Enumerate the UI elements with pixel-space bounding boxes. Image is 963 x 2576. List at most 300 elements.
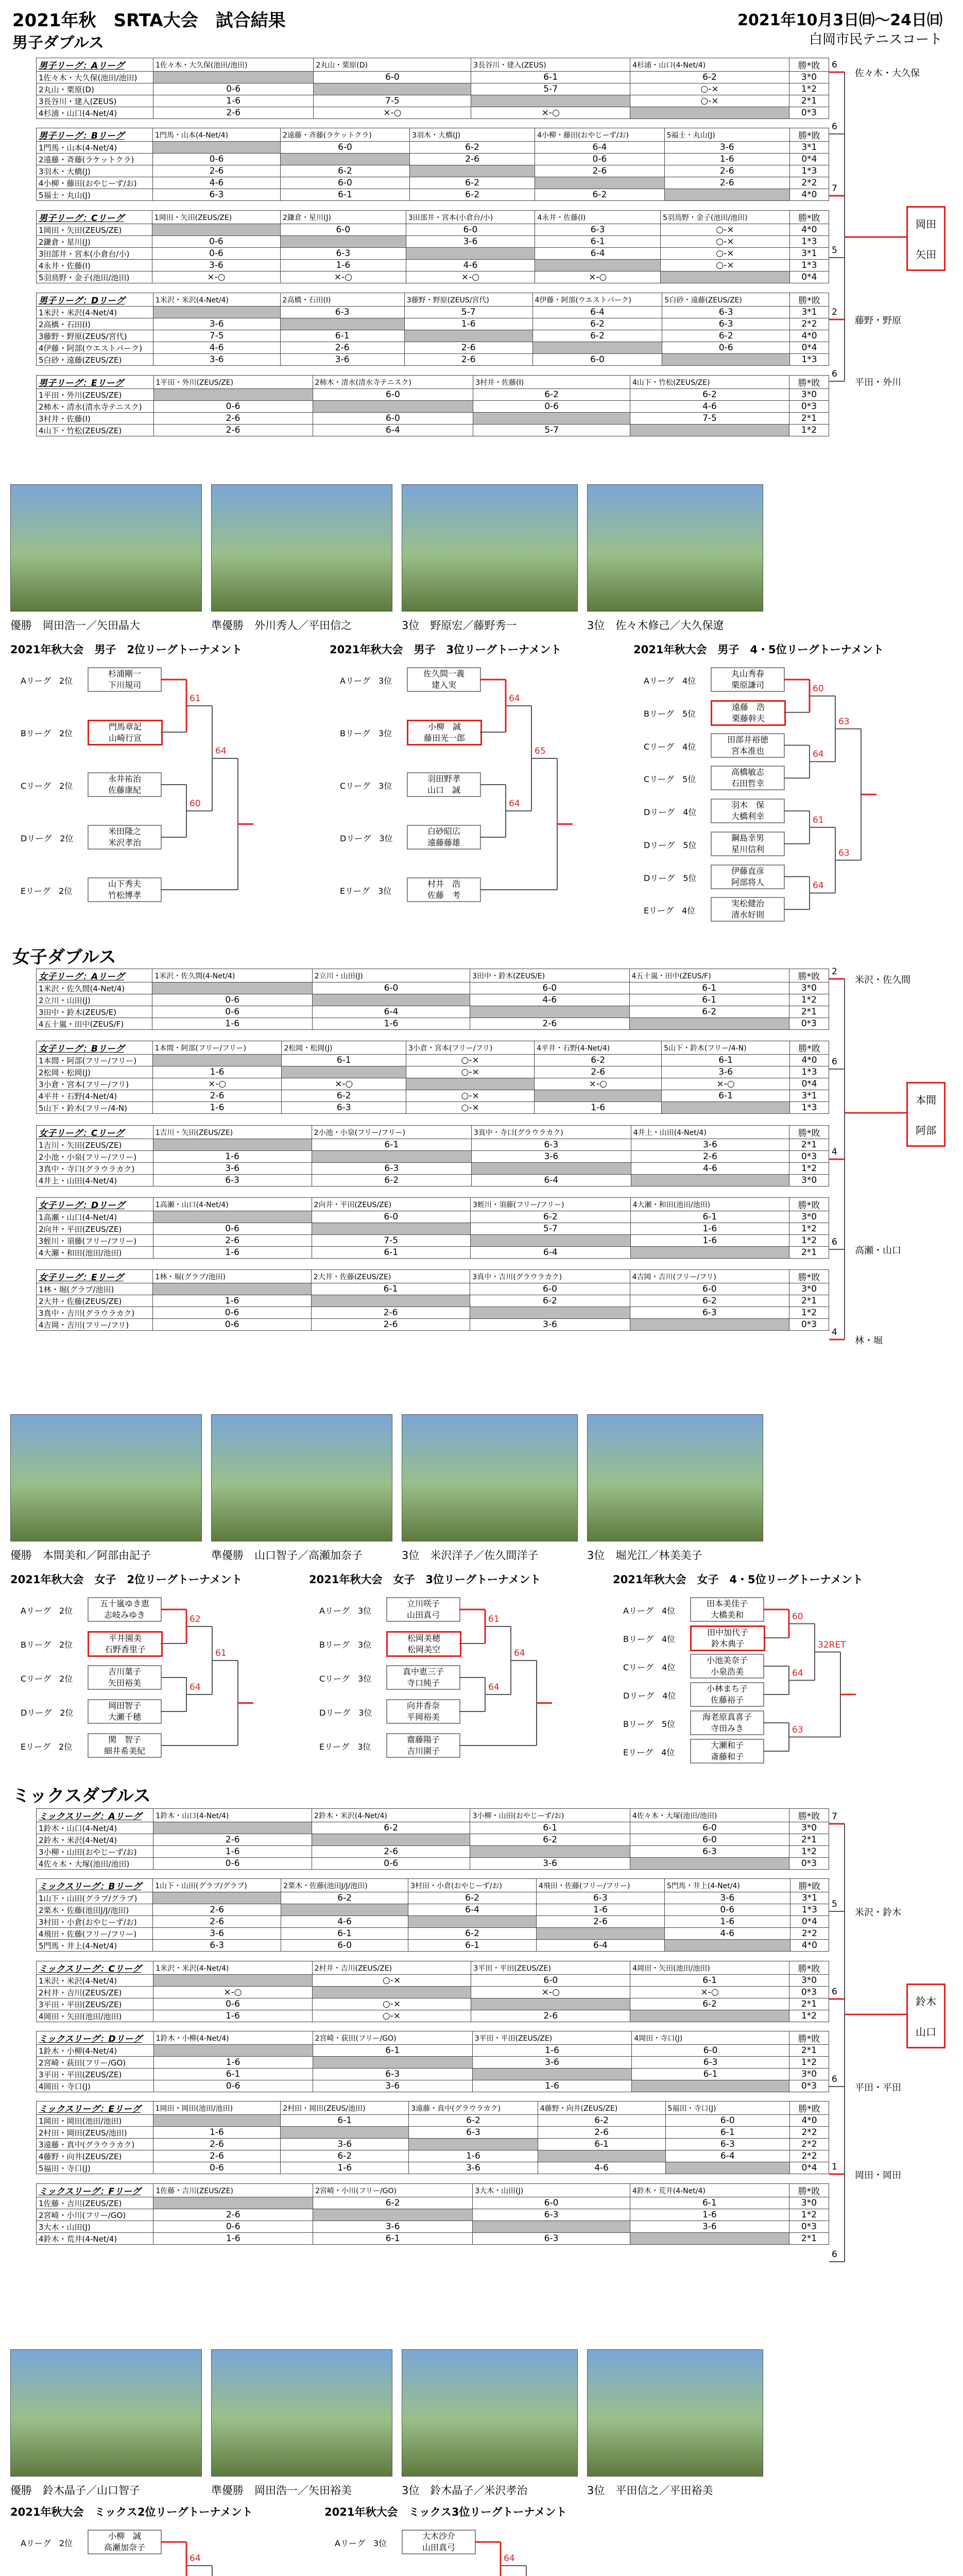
entry-player: 小林まち子	[706, 1684, 748, 1693]
league-row-name: 4吉岡・吉川(フリー/フリ)	[37, 1319, 153, 1331]
league-score-cell	[470, 1846, 630, 1858]
league-score-cell: 2-6	[535, 165, 665, 177]
tournament-seed: Eリーグ 3位	[319, 1742, 371, 1752]
league-row	[37, 2115, 829, 2127]
league-score-cell: ○-×	[312, 2010, 471, 2022]
league-table	[36, 210, 829, 283]
entry-player: 米田隆之	[108, 826, 141, 836]
league-score-cell: 0-6	[153, 1223, 312, 1235]
page-title: 2021年秋 SRTA大会 試合結果	[12, 10, 286, 31]
league-score-cell: 2-6	[311, 1307, 470, 1319]
league-row-name: 1米沢・米沢(4-Net/4)	[37, 1975, 153, 1987]
league-score-cell: 6-3	[662, 307, 790, 318]
league-column-header: 1山下・山田(グラブ/グラブ)	[153, 1879, 281, 1892]
league-row	[37, 307, 829, 318]
league-table	[36, 2031, 829, 2092]
league-score-cell: 6-2	[630, 1295, 789, 1307]
league-score-cell: 2-6	[470, 1018, 629, 1030]
league-score-cell: 2-6	[410, 154, 535, 165]
league-score-cell: ○-×	[630, 83, 789, 95]
league-score-cell: 6-3	[280, 307, 404, 318]
league-score-cell: 6-4	[312, 1006, 470, 1018]
league-score-cell: 2-6	[153, 107, 313, 119]
entry-player: 田部井裕徳	[727, 734, 768, 744]
photo-caption: 優勝 本間美和／阿部由記子	[10, 1549, 151, 1562]
league-header-row	[37, 1126, 829, 1139]
tournament-entry	[88, 2530, 162, 2554]
league-score-cell: 1-6	[404, 318, 532, 330]
league-score-cell: 6-3	[153, 1175, 312, 1187]
tournament-seed: Bリーグ 3位	[340, 728, 392, 738]
league-score-cell	[406, 1078, 534, 1090]
league-score-cell: 4-6	[152, 177, 280, 189]
entry-player: 海老原真喜子	[702, 1712, 752, 1722]
match-score: 4	[832, 1327, 837, 1337]
entry-player: 伊藤直彦	[731, 866, 764, 876]
league-row	[37, 994, 829, 1006]
tournament-seed: Cリーグ 2位	[21, 781, 73, 791]
league-score-cell: 6-2	[630, 1998, 789, 2010]
league-score-cell: 3*0	[789, 1283, 829, 1295]
league-score-cell: 6-2	[410, 142, 535, 154]
league-score-cell: 6-1	[630, 1975, 789, 1987]
tournament-entry	[690, 1710, 764, 1735]
league-score-cell: 0-6	[664, 1904, 790, 1916]
league-column-header: 1門馬・山本(4-Net/4)	[152, 128, 280, 142]
league-score-cell: 6-1	[281, 2115, 409, 2127]
league-column-header: 3小倉・宮本(フリー/フリ)	[406, 1041, 534, 1055]
league-score-cell: 6-2	[630, 389, 789, 401]
league-column-header: 3藤野・野原(ZEUS/宮代)	[404, 293, 532, 307]
league-score-cell	[472, 2069, 632, 2080]
match-score: 5	[832, 1899, 837, 1909]
league-column-header: 1高瀬・山口(4-Net/4)	[153, 1198, 312, 1211]
league-score-cell: 2-6	[664, 177, 789, 189]
league-column-header: 3小柳・山田(おやじーず/お)	[470, 1809, 630, 1822]
league-score-cell: 0*4	[789, 272, 829, 283]
match-score: 63	[838, 848, 850, 858]
team-photo	[587, 2349, 763, 2477]
league-row-name: 3藤野・野原(ZEUS/宮代)	[37, 330, 153, 342]
league-score-cell: 4*0	[790, 2115, 829, 2127]
league-table	[36, 1125, 829, 1187]
league-score-cell	[630, 425, 789, 436]
league-score-cell	[153, 1211, 312, 1223]
league-score-cell: 0*3	[789, 1018, 829, 1030]
match-score: 64	[190, 1682, 201, 1692]
league-score-cell: 4*0	[790, 330, 829, 342]
league-score-cell: 1-6	[472, 2080, 632, 2092]
entry-player: 栗藤幹夫	[731, 713, 765, 723]
league-score-cell: 2*2	[790, 2139, 829, 2150]
league-score-cell: 0-6	[153, 1307, 311, 1319]
league-row-name: 3村田・小倉(おやじーず/お)	[37, 1916, 153, 1928]
league-row-name: 2遠藤・斉藤(ラケットクラ)	[37, 154, 153, 165]
league-header-row	[37, 1961, 829, 1975]
league-column-header: 1平田・外川(ZEUS/ZE)	[153, 376, 313, 389]
tournament-entry	[88, 720, 163, 745]
league-score-cell: 6-1	[630, 1211, 789, 1223]
league-score-cell: 0*3	[789, 1987, 829, 1998]
league-score-cell: 2*1	[789, 413, 829, 425]
champion-player: 阿部	[916, 1124, 936, 1137]
league-table	[36, 969, 829, 1030]
league-score-cell: 6-3	[152, 189, 280, 201]
league-row-name: 2宮崎・荻田(フリー/GO)	[37, 2057, 154, 2069]
league-score-cell: 6-1	[282, 1055, 406, 1066]
entry-player: 星川信利	[731, 844, 764, 854]
league-score-cell: 1*3	[790, 1904, 829, 1916]
league-score-cell: 2-6	[153, 1235, 312, 1247]
photo-caption: 3位 堀光江／林美美子	[587, 1549, 702, 1562]
league-score-cell: 2*1	[789, 1295, 829, 1307]
league-row	[37, 2209, 829, 2221]
league-score-cell: 1-6	[152, 1102, 282, 1114]
league-score-cell: 3*0	[789, 1975, 829, 1987]
entry-player: 松岡美空	[407, 1645, 440, 1654]
league-score-cell: 6-1	[280, 189, 409, 201]
league-column-header: 勝*敗	[789, 969, 829, 982]
league-score-cell: 6-1	[629, 994, 789, 1006]
league-row	[37, 1319, 829, 1331]
league-header-row	[37, 1270, 829, 1283]
league-score-cell: 3-6	[281, 2139, 409, 2150]
league-score-cell: ×-○	[535, 272, 661, 283]
entry-player: 羽木 保	[731, 800, 764, 810]
tournament-entry	[407, 720, 482, 745]
entry-player: 志岐みゆき	[104, 1610, 145, 1620]
league-score-cell	[312, 1223, 471, 1235]
league-score-cell: 1*2	[789, 2010, 829, 2022]
league-score-cell: 3-6	[631, 1139, 789, 1151]
league-score-cell: 2*1	[789, 1834, 829, 1846]
league-score-cell: 7-5	[630, 413, 789, 425]
league-row	[37, 83, 829, 95]
league-column-header: 4岡田・矢田(池田/池田)	[630, 1961, 789, 1975]
league-score-cell: 4-6	[664, 1928, 790, 1940]
league-score-cell: ×-○	[152, 272, 280, 283]
league-score-cell: 3-6	[630, 2221, 789, 2233]
league-score-cell: 3*0	[789, 2197, 829, 2209]
league-row	[37, 1163, 829, 1175]
league-column-header: 勝*敗	[789, 1961, 829, 1975]
league-score-cell: 0*4	[790, 1916, 829, 1928]
tournament-seed: Eリーグ 2位	[21, 886, 73, 896]
photo-caption: 準優勝 山口智子／高瀬加奈子	[211, 1549, 363, 1562]
entry-player: 大橋利幸	[731, 811, 764, 821]
league-score-cell: 1*2	[789, 83, 829, 95]
league-score-cell: 3*1	[789, 142, 829, 154]
league-score-cell: 6-1	[662, 1090, 790, 1102]
league-row-name: 1米沢・佐久間(4-Net/4)	[37, 982, 152, 994]
league-score-cell: 2-6	[664, 165, 789, 177]
league-score-cell: 2*2	[790, 2150, 829, 2162]
league-column-header: 1岡田・矢田(ZEUS/ZE)	[152, 211, 280, 224]
league-row-name: 1門馬・山本(4-Net/4)	[37, 142, 153, 154]
league-row-name: 5羽鳥野・金子(池田/池田)	[37, 272, 152, 283]
league-row	[37, 1307, 829, 1319]
league-score-cell: ×-○	[314, 107, 471, 119]
league-row	[37, 2233, 829, 2245]
league-score-cell: 1-6	[312, 1018, 470, 1030]
league-row	[37, 1018, 829, 1030]
tournament-entry	[407, 772, 481, 797]
entry-player: 松岡美穂	[407, 1633, 440, 1643]
match-score: 60	[792, 1611, 803, 1622]
tournament-entry	[407, 825, 481, 850]
league-row-name: 3村井・佐藤(I)	[37, 413, 154, 425]
tournament-title: 2021年秋大会 男子 4・5位リーグトーナメント	[633, 643, 884, 656]
league-row	[37, 1975, 829, 1987]
league-score-cell: ×-○	[630, 1987, 789, 1998]
league-score-cell: 1-6	[153, 2233, 313, 2245]
entry-player: 五十嵐ゆき恵	[99, 1599, 149, 1608]
entry-player: 佐藤裕子	[710, 1695, 744, 1705]
league-row-name: 3真中・寺口(グラウラカク)	[37, 1163, 153, 1175]
section-title-mixed: ミックスダブルス	[12, 1786, 151, 1806]
league-score-cell: 3-6	[313, 2221, 473, 2233]
league-score-cell	[153, 307, 280, 318]
league-score-cell: 1-6	[280, 260, 406, 272]
league-row-name: 2鈴木・米沢(4-Net/4)	[37, 1834, 153, 1846]
league-score-cell: 1*2	[789, 1163, 829, 1175]
league-score-cell: 3-6	[409, 2162, 538, 2174]
entry-player: 田本美佳子	[706, 1599, 748, 1608]
league-score-cell: 6-0	[313, 389, 473, 401]
league-table	[36, 293, 829, 366]
league-score-cell	[153, 72, 313, 83]
league-row-name: 2鎌倉・星川(J)	[37, 236, 152, 248]
league-score-cell: 2*1	[789, 1998, 829, 2010]
league-column-header: 3平田・平田(ZEUS/ZE)	[472, 2031, 632, 2045]
league-score-cell: ○-×	[630, 95, 789, 107]
league-score-cell: 2-6	[535, 1066, 662, 1078]
league-score-cell	[470, 1006, 629, 1018]
league-column-header: 4平井・石野(4-Net/4)	[535, 1041, 662, 1055]
league-score-cell: 6-2	[312, 1175, 471, 1187]
entry-player: 佐藤康紀	[108, 785, 141, 795]
league-row	[37, 224, 829, 236]
tournament-seed: Dリーグ 5位	[644, 840, 697, 850]
tournament-title: 2021年秋大会 女子 4・5位リーグトーナメント	[613, 1573, 863, 1586]
league-name: 男子リーグ：Bリーグ	[37, 128, 153, 142]
league-name: ミックスリーグ：Bリーグ	[37, 1879, 153, 1892]
league-header-row	[37, 1041, 829, 1055]
team-photo	[587, 1414, 763, 1541]
league-score-cell	[664, 189, 789, 201]
tournament-entry	[690, 1654, 764, 1679]
league-score-cell: 2-6	[153, 1916, 281, 1928]
league-score-cell	[471, 1163, 631, 1175]
league-header-row	[37, 969, 829, 982]
league-score-cell: ×-○	[471, 1987, 630, 1998]
league-score-cell: 1-6	[472, 2045, 632, 2057]
league-column-header: 2栗木・佐藤(池田J/J/池田)	[281, 1879, 408, 1892]
league-row-name: 4佐々木・大塚(池田/池田)	[37, 1858, 153, 1870]
league-score-cell: 6-4	[537, 1940, 665, 1952]
league-score-cell: 0*4	[790, 2162, 829, 2174]
tournament-entry	[386, 1699, 460, 1724]
league-column-header: 4吉岡・吉川(フリー/フリ)	[630, 1270, 789, 1283]
league-score-cell: 0-6	[153, 2162, 281, 2174]
league-score-cell: 6-0	[281, 1940, 408, 1952]
league-column-header: 3長谷川・建入(ZEUS)	[471, 58, 630, 72]
league-row	[37, 1998, 829, 2010]
league-score-cell: 6-3	[313, 2069, 472, 2080]
match-score: 64	[215, 746, 227, 756]
team-photo	[587, 484, 763, 612]
league-name: ミックスリーグ：Dリーグ	[37, 2031, 154, 2045]
league-row-name: 3大木・山田(J)	[37, 2221, 153, 2233]
league-score-cell: 3*1	[790, 307, 829, 318]
league-score-cell	[630, 1319, 789, 1331]
league-column-header: 勝*敗	[789, 128, 829, 142]
entry-player: 建入実	[431, 680, 456, 690]
match-score: 64	[792, 1668, 803, 1679]
league-row-name: 2立川・山田(J)	[37, 994, 152, 1006]
league-score-cell: 3*0	[789, 72, 829, 83]
tournament-seed: Aリーグ 3位	[340, 676, 392, 686]
photo-caption: 優勝 鈴木晶子／山口智子	[10, 2484, 140, 2497]
league-score-cell: 0*3	[789, 1151, 829, 1163]
league-score-cell: ×-○	[280, 272, 406, 283]
league-table	[36, 1808, 829, 1870]
league-row-name: 2丸山・栗原(D)	[37, 83, 153, 95]
league-name: ミックスリーグ：Cリーグ	[37, 1961, 153, 1975]
league-score-cell	[153, 1283, 311, 1295]
league-row-name: 3平田・平田(ZEUS/ZE)	[37, 1998, 153, 2010]
entry-player: 小池美奈子	[706, 1655, 748, 1665]
league-header-row	[37, 1879, 829, 1892]
league-score-cell: 6-3	[662, 318, 790, 330]
league-row	[37, 1090, 829, 1102]
entry-player: 吉川園子	[406, 1746, 440, 1756]
league-row-name: 5門馬・井上(4-Net/4)	[37, 1940, 153, 1952]
event-venue: 白岡市民テニスコート	[809, 32, 942, 47]
league-row-name: 2向井・平田(ZEUS/ZE)	[37, 1223, 153, 1235]
entry-player: 平井園美	[108, 1633, 142, 1643]
league-score-cell: 6-3	[153, 1940, 281, 1952]
league-score-cell: ×-○	[152, 1078, 282, 1090]
league-row-name: 4大瀬・和田(池田/池田)	[37, 1247, 153, 1259]
league-score-cell: ×-○	[535, 1078, 662, 1090]
tournament-seed: Eリーグ 2位	[21, 1742, 73, 1752]
league-score-cell: 3*1	[790, 1892, 829, 1904]
league-score-cell	[535, 177, 665, 189]
league-score-cell: 1*3	[790, 354, 829, 366]
match-score: 2	[832, 967, 837, 977]
match-score: 64	[509, 799, 520, 809]
league-score-cell	[532, 342, 662, 354]
league-score-cell: 6-2	[409, 2115, 538, 2127]
entry-player: 藤田光一郎	[423, 733, 465, 743]
league-column-header: 勝*敗	[789, 1126, 829, 1139]
league-score-cell: 3-6	[153, 318, 280, 330]
league-row-name: 2高橋・石田(I)	[37, 318, 153, 330]
league-score-cell: 6-2	[410, 177, 535, 189]
league-score-cell: 1-6	[152, 1018, 312, 1030]
league-row-name: 5福田・寺口(J)	[37, 2162, 153, 2174]
league-score-cell: 2-6	[153, 1834, 312, 1846]
entry-player: 立川咲子	[406, 1599, 440, 1608]
league-score-cell	[152, 982, 312, 994]
tournament-entry	[88, 825, 162, 850]
entry-player: 遠藤 浩	[731, 702, 765, 712]
league-score-cell	[630, 1247, 789, 1259]
league-score-cell: 1-6	[630, 1223, 789, 1235]
qualifier-label: 平田・平田	[855, 2082, 901, 2093]
league-score-cell: 3*0	[789, 1211, 829, 1223]
champion-player: 岡田	[916, 218, 936, 230]
league-score-cell: 4-6	[630, 401, 789, 413]
league-score-cell: 4-6	[538, 2162, 665, 2174]
league-row	[37, 2221, 829, 2233]
league-score-cell: 6-1	[471, 72, 630, 83]
league-score-cell: 6-0	[280, 224, 406, 236]
league-score-cell	[314, 83, 471, 95]
tournament-seed: Dリーグ 4位	[623, 1691, 676, 1701]
league-column-header: 1岡田・岡田(池田/池田)	[153, 2102, 281, 2115]
league-score-cell	[153, 1139, 312, 1151]
league-row-name: 4永井・佐藤(I)	[37, 260, 152, 272]
league-column-header: 2村井・吉川(ZEUS/ZE)	[312, 1961, 471, 1975]
tournament-entry	[690, 1682, 764, 1707]
league-row	[37, 165, 829, 177]
league-score-cell	[153, 2197, 313, 2209]
tournament-seed: Cリーグ 4位	[644, 741, 696, 752]
league-name: 女子リーグ：Aリーグ	[37, 969, 152, 982]
match-score: 32RET	[818, 1639, 846, 1650]
league-score-cell	[665, 2162, 789, 2174]
league-score-cell: 2-6	[152, 165, 280, 177]
league-row-name: 1平田・外川(ZEUS/ZE)	[37, 389, 154, 401]
entry-player: 矢田裕美	[108, 1678, 141, 1688]
league-row-name: 4杉浦・山口(4-Net/4)	[37, 107, 153, 119]
league-score-cell: 6-3	[280, 248, 406, 260]
entry-player: 真中恵三子	[402, 1667, 444, 1676]
entry-player: 関 智子	[108, 1735, 141, 1744]
entry-player: 山田真弓	[406, 1610, 440, 1620]
match-score: 63	[792, 1724, 803, 1735]
league-score-cell: ×-○	[282, 1078, 406, 1090]
league-score-cell: 6-3	[471, 1139, 631, 1151]
league-column-header: 4佐々木・大塚(池田/池田)	[630, 1809, 789, 1822]
league-column-header: 4永井・佐藤(I)	[535, 211, 661, 224]
league-column-header: 3大木・山田(J)	[473, 2184, 630, 2197]
match-score: 63	[838, 716, 850, 727]
league-score-cell: 6-0	[312, 982, 470, 994]
entry-player: 寺口純子	[406, 1678, 440, 1688]
match-score: 64	[488, 1682, 500, 1692]
league-row-name: 3真中・吉川(グラウラカク)	[37, 1307, 153, 1319]
league-column-header: 勝*敗	[790, 2102, 829, 2115]
league-column-header: 2丸山・栗原(D)	[314, 58, 471, 72]
league-score-cell: 6-2	[538, 2115, 665, 2127]
champion-box	[906, 1082, 945, 1147]
tournament-seed: Dリーグ 3位	[319, 1708, 372, 1718]
entry-player: 丸山秀春	[731, 669, 764, 679]
league-score-cell: 2*1	[789, 1006, 829, 1018]
league-score-cell: 6-4	[535, 142, 665, 154]
league-name: 男子リーグ：Dリーグ	[37, 293, 153, 307]
league-score-cell	[471, 1998, 630, 2010]
tournament-entry	[711, 667, 785, 692]
entry-player: 佐久間一義	[423, 669, 465, 679]
league-score-cell	[408, 1916, 537, 1928]
league-column-header: 1林・堀(グラブ/池田)	[153, 1270, 311, 1283]
league-row-name: 2小池・小泉(フリー/フリー)	[37, 1151, 153, 1163]
league-row-name: 4井上・山田(4-Net/4)	[37, 1175, 153, 1187]
